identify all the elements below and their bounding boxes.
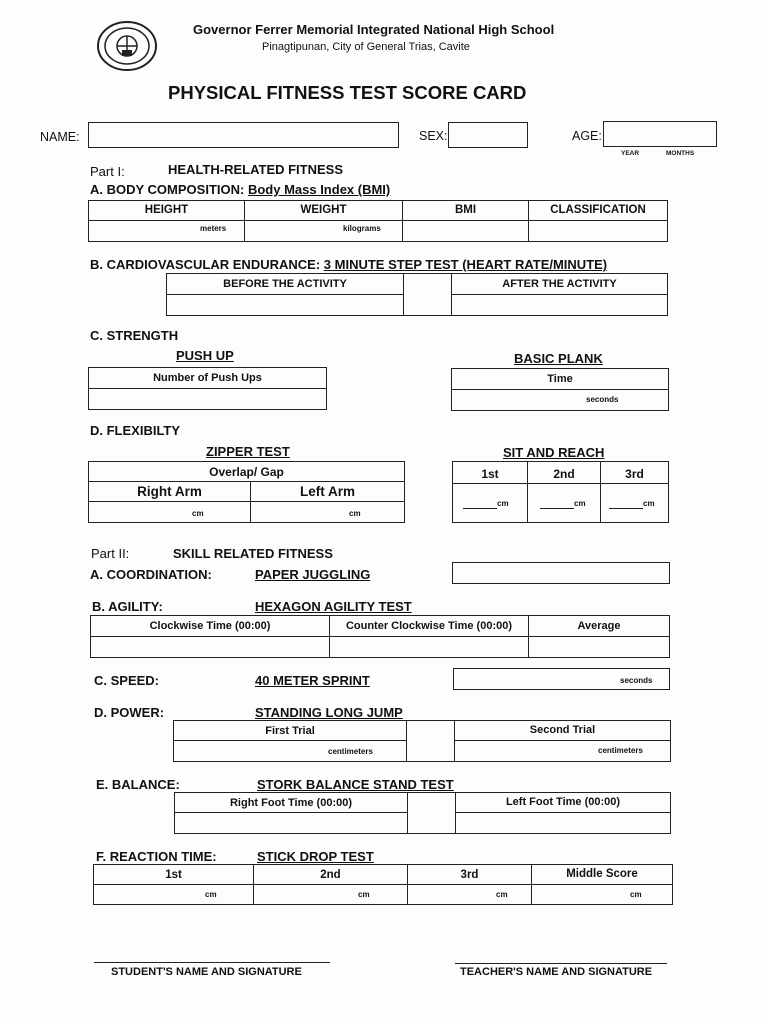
unit-cm-reaction-1: cm [205,890,217,899]
header-right-arm: Right Arm [88,481,251,502]
unit-kilograms: kilograms [343,224,381,233]
trial-1-input[interactable]: cm [452,483,528,523]
right-foot-input[interactable] [174,812,408,834]
unit-seconds: seconds [586,395,619,404]
part1-title: HEALTH-RELATED FITNESS [168,162,344,177]
power-spacer [406,720,455,762]
header-clockwise: Clockwise Time (00:00) [90,615,330,637]
power-label: D. POWER: [94,705,165,720]
coordination-input[interactable] [452,562,670,584]
reaction-test: STICK DROP TEST [257,849,374,864]
school-seal [96,20,158,72]
unit-centimeters-first: centimeters [328,747,373,756]
before-activity-input[interactable] [166,294,404,316]
counter-clockwise-input[interactable] [329,636,529,658]
teacher-signature-label: TEACHER'S NAME AND SIGNATURE [460,966,653,978]
header-weight: WEIGHT [244,200,403,221]
agility-test: HEXAGON AGILITY TEST [255,599,412,614]
reaction-3rd-input[interactable] [407,884,532,905]
cardio-heading: B. CARDIOVASCULAR ENDURANCE: 3 MINUTE STEP TEST (HEART RATE/MINUTE) [90,257,608,272]
speed-label: C. SPEED: [94,673,160,688]
unit-cm-reaction-4: cm [630,890,642,899]
header-reaction-2nd: 2nd [253,864,408,885]
cardio-spacer [403,273,452,316]
sex-field[interactable] [448,122,528,148]
name-field[interactable] [88,122,399,148]
left-foot-input[interactable] [455,812,671,834]
header-height: HEIGHT [88,200,245,221]
trial-3-input[interactable]: cm [600,483,669,523]
header-bmi: BMI [402,200,529,221]
age-year-label: YEAR [621,150,640,157]
unit-centimeters-second: centimeters [598,746,643,755]
agility-table [90,615,670,658]
header-classification: CLASSIFICATION [528,200,668,221]
power-table [173,720,671,762]
coordination-label: A. COORDINATION: [90,567,212,582]
average-input[interactable] [528,636,670,658]
unit-cm-reaction-3: cm [496,890,508,899]
pushup-title: PUSH UP [176,348,234,363]
header-before-activity: BEFORE THE ACTIVITY [166,273,404,295]
reaction-2nd-input[interactable] [253,884,408,905]
header-average: Average [528,615,670,637]
plank-table [451,368,669,411]
cardio-table [166,273,668,316]
bmi-table [88,200,668,242]
student-signature-line[interactable] [94,962,330,963]
reaction-label: F. REACTION TIME: [96,849,217,864]
middle-score-input[interactable] [531,884,673,905]
flexibility-heading: D. FLEXIBILTY [90,423,181,438]
speed-unit: seconds [620,676,653,685]
header-reaction-1st: 1st [93,864,254,885]
header-reaction-3rd: 3rd [407,864,532,885]
header-second-trial: Second Trial [454,720,671,741]
strength-heading: C. STRENGTH [90,328,179,343]
header-trial-3: 3rd [600,461,669,484]
power-test: STANDING LONG JUMP [255,705,403,720]
bmi-input[interactable] [402,220,529,242]
header-after-activity: AFTER THE ACTIVITY [451,273,668,295]
unit-cm-right: cm [192,509,204,518]
header-plank-time: Time [451,368,669,390]
zipper-title: ZIPPER TEST [206,444,290,459]
header-right-foot: Right Foot Time (00:00) [174,792,408,813]
coordination-test: PAPER JUGGLING [255,567,371,582]
speed-test: 40 METER SPRINT [255,673,370,688]
right-arm-input[interactable] [88,501,251,523]
agility-label: B. AGILITY: [92,599,163,614]
pushup-input[interactable] [88,388,327,410]
part2-label: Part II: [91,546,130,561]
name-label: NAME: [40,130,80,144]
body-composition-heading: A. BODY COMPOSITION: Body Mass Index (BMI) [90,182,391,197]
school-address: Pinagtipunan, City of General Trias, Cavite [262,41,470,53]
left-arm-input[interactable] [250,501,405,523]
age-field[interactable] [603,121,717,147]
header-trial-2: 2nd [527,461,601,484]
unit-cm-left: cm [349,509,361,518]
school-name: Governor Ferrer Memorial Integrated National High School [193,22,555,37]
page-title: PHYSICAL FITNESS TEST SCORE CARD [168,82,527,103]
header-left-arm: Left Arm [250,481,405,502]
teacher-signature-line[interactable] [455,963,667,964]
balance-test: STORK BALANCE STAND TEST [257,777,454,792]
age-label: AGE: [572,129,602,143]
balance-spacer [407,792,456,834]
plank-title: BASIC PLANK [514,351,603,366]
reaction-table [93,864,673,905]
trial-2-input[interactable]: cm [527,483,601,523]
sit-reach-table [452,461,669,523]
balance-label: E. BALANCE: [96,777,180,792]
header-first-trial: First Trial [173,720,407,741]
header-left-foot: Left Foot Time (00:00) [455,792,671,813]
balance-table [174,792,671,834]
part2-title: SKILL RELATED FITNESS [173,546,333,561]
header-pushup-count: Number of Push Ups [88,367,327,389]
pushup-table [88,367,327,410]
header-counter-clockwise: Counter Clockwise Time (00:00) [329,615,529,637]
student-signature-label: STUDENT'S NAME AND SIGNATURE [111,966,302,978]
sex-label: SEX: [419,129,448,143]
zipper-table [88,461,405,523]
part1-label: Part I: [90,164,125,179]
age-months-label: MONTHS [666,150,695,157]
sit-reach-title: SIT AND REACH [503,445,605,460]
clockwise-input[interactable] [90,636,330,658]
classification-input[interactable] [528,220,668,242]
unit-cm-reaction-2: cm [358,890,370,899]
plank-input[interactable] [451,389,669,411]
after-activity-input[interactable] [451,294,668,316]
unit-meters: meters [200,224,227,233]
header-trial-1: 1st [452,461,528,484]
header-overlap-gap: Overlap/ Gap [88,461,405,482]
header-middle-score: Middle Score [531,864,673,885]
reaction-1st-input[interactable] [93,884,254,905]
